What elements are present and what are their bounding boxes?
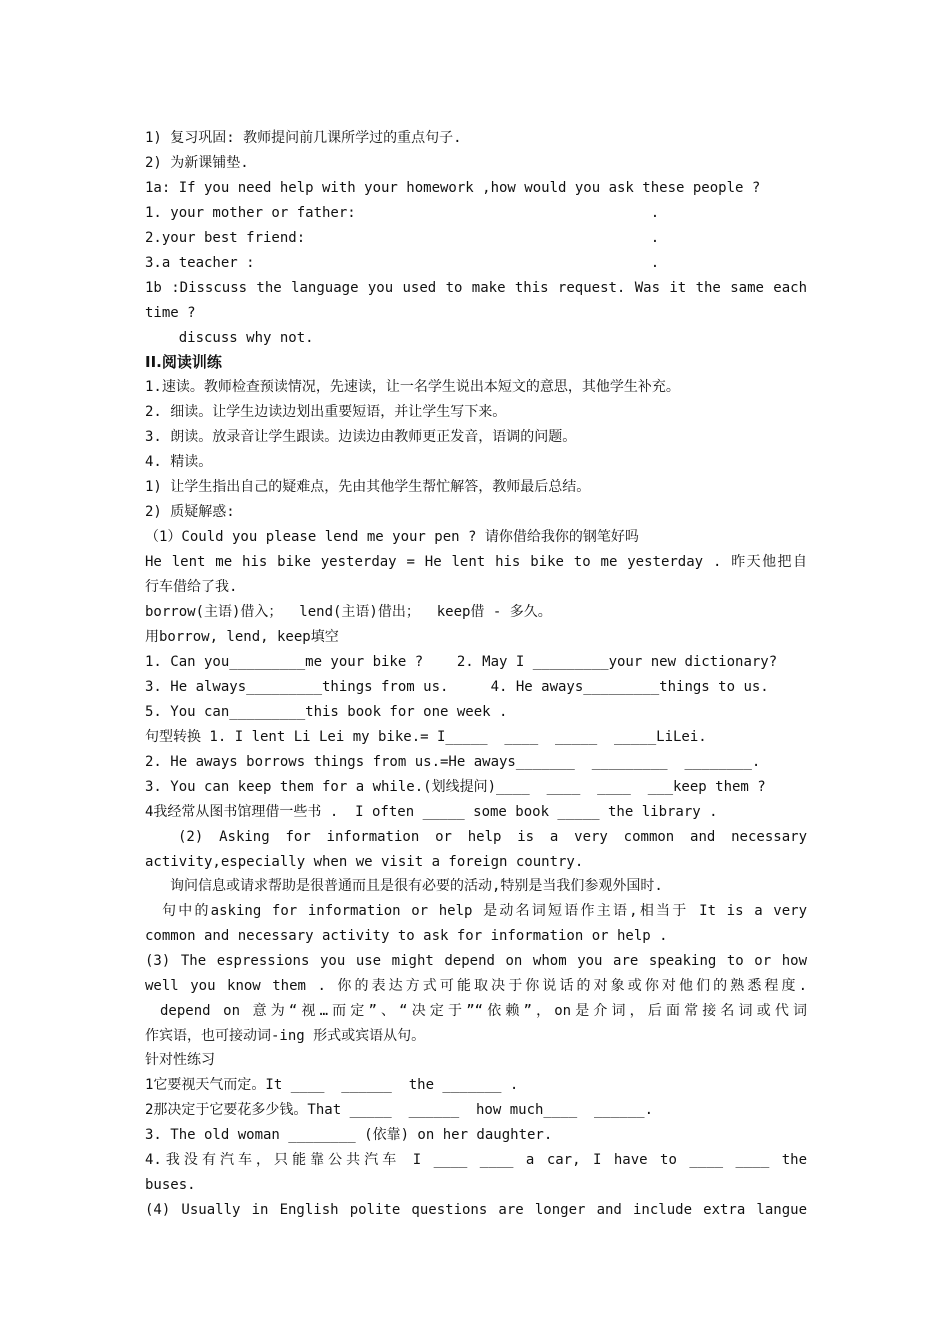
text-line: 1. your mother or father: . <box>145 205 660 221</box>
exercise-line: 1. Can you_________me your bike ? 2. May I _________your new dictionary? <box>145 654 778 670</box>
text-line: 句中的asking for information or help 是动名词短语作主语,相当于 It is a very <box>162 903 807 919</box>
text-line: well you know them . 你的表达方式可能取决于你说话的对象或你对他们的熟悉程度. <box>145 978 807 994</box>
exercise-line: 句型转换 1. I lent Li Lei my bike.= I_____ ____ _____ _____LiLei. <box>145 729 707 745</box>
exercise-line: 3. He always_________things from us. 4. He aways_________things to us. <box>145 679 769 695</box>
exercise-line: 2那决定于它要花多少钱。That _____ ______ how much____ ______. <box>145 1102 654 1118</box>
text-line: He lent me his bike yesterday = He lent his bike to me yesterday . 昨天他把自 <box>145 554 807 570</box>
text-line: buses. <box>145 1177 196 1193</box>
text-line: （1）Could you please lend me your pen ? 请你借给我你的钢笔好吗 <box>145 529 639 545</box>
text-line: 2. 细读。让学生边读边划出重要短语，并让学生写下来。 <box>145 404 507 420</box>
text-line: 针对性练习 <box>145 1052 215 1068</box>
text-line: 用borrow, lend, keep填空 <box>145 629 339 645</box>
text-line: time ? <box>145 305 196 321</box>
text-line: (2) Asking for information or help is a very common and necessary <box>178 829 807 845</box>
text-line: activity,especially when we visit a foreign country. <box>145 854 584 870</box>
exercise-line: 1它要视天气而定。It ____ ______ the _______ . <box>145 1077 519 1093</box>
text-line: borrow(主语)借入； lend(主语)借出； keep借 - 多久。 <box>145 604 552 620</box>
text-line: 1b :Disscuss the language you used to make this request. Was it the same each <box>145 280 807 296</box>
text-line: discuss why not. <box>145 330 314 346</box>
text-line: 4. 精读。 <box>145 454 213 470</box>
exercise-line: 5. You can_________this book for one week . <box>145 704 508 720</box>
text-line: (4) Usually in English polite questions are longer and include extra langue <box>145 1202 807 1218</box>
exercise-line: 2. He aways borrows things from us.=He aways_______ _________ ________. <box>145 754 761 770</box>
text-line: 作宾语，也可接动词-ing 形式或宾语从句。 <box>145 1028 426 1044</box>
exercise-line: 3. You can keep them for a while.(划线提问)____ ____ ____ ___keep them ? <box>145 779 766 795</box>
exercise-line: 4.我没有汽车，只能靠公共汽车 I ____ ____ a car, I have to ____ ____ the <box>145 1152 807 1168</box>
section-heading: II.阅读训练 <box>145 353 222 371</box>
text-line: 2) 质疑解惑: <box>145 504 235 520</box>
text-line: 1) 复习巩固: 教师提问前几课所学过的重点句子. <box>145 130 462 146</box>
text-line: 2.your best friend: . <box>145 230 660 246</box>
text-line: 1) 让学生指出自己的疑难点，先由其他学生帮忙解答，教师最后总结。 <box>145 479 591 495</box>
text-line: 3.a teacher : . <box>145 255 660 271</box>
exercise-line: 3. The old woman ________ (依靠) on her daughter. <box>145 1127 553 1143</box>
text-line: 1.速读。教师检查预读情况，先速读，让一名学生说出本短文的意思，其他学生补充。 <box>145 379 680 395</box>
exercise-line: 4我经常从图书馆理借一些书 . I often _____ some book _____ the library . <box>145 804 718 820</box>
text-line: (3) The espressions you use might depend on whom you are speaking to or how <box>145 953 807 969</box>
text-line: 询问信息或请求帮助是很普通而且是很有必要的活动,特别是当我们参观外国时. <box>170 878 663 894</box>
text-line: 2) 为新课铺垫. <box>145 155 249 171</box>
text-line: depend on 意为“视…而定”、“决定于”“依赖”，on是介词，后面常接名词或代词 <box>160 1003 807 1019</box>
text-line: 行车借给了我. <box>145 579 238 595</box>
text-line: 3. 朗读。放录音让学生跟读。边读边由教师更正发音，语调的问题。 <box>145 429 577 445</box>
text-line: common and necessary activity to ask for information or help . <box>145 928 668 944</box>
text-line: 1a: If you need help with your homework ,how would you ask these people ? <box>145 180 761 196</box>
